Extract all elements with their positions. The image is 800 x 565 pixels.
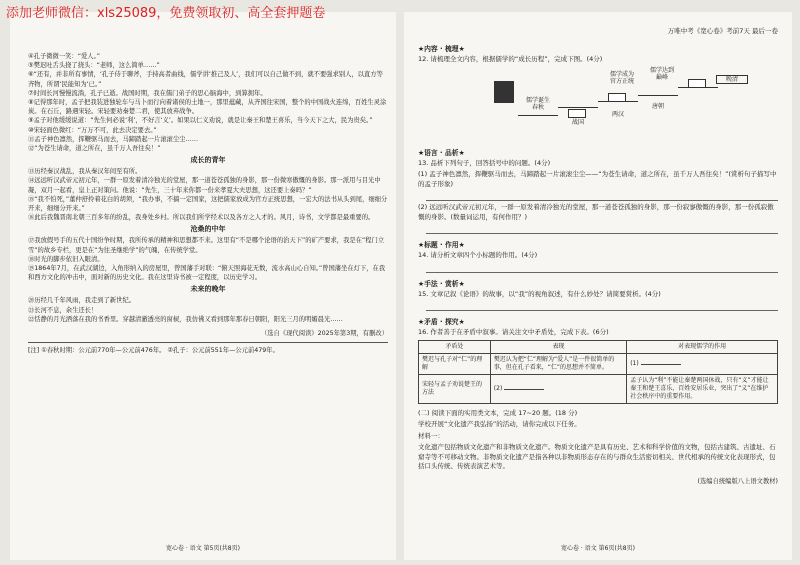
- right-page: [404, 12, 792, 560]
- answer-bracket[interactable]: [608, 93, 626, 102]
- source-citation: （选自《现代阅读》2025年第3期，有删改）: [260, 330, 388, 338]
- step-line: [558, 107, 598, 108]
- watermark-text: 添加老师微信：xls25089，免费领取初、高全套押题卷: [6, 6, 326, 21]
- contradiction-table: [418, 340, 778, 404]
- paragraph: ⑩宋轻面色微红：“万万不可，此去决定要去。”: [28, 126, 157, 134]
- paragraph: ⑧记得那年时，孟子把我装进独轮车与马卜而行向着诸侯的土地一，那里蕴藏，从齐国往宋国，整个的中国战火连绵，百姓生灵涂炭。在石丘，路遇宋轻。宋轻要劝秦楚二君，使其放弃战争。: [28, 99, 387, 116]
- question-16: 16. 作者善于在矛盾中叙事。请关注文中矛盾处，完成下表。(6分): [418, 328, 609, 336]
- paragraph: ⑮“我不怕死，”董仲舒拎着花白的胡须，“我办事，不搞一定国家，这把儒家放成为官方正统思想，一宏大的法书从头到尾，细细分开来，细细分开来。”: [28, 195, 388, 213]
- paragraph: ④孔子微微一笑：“爱人。”: [28, 53, 100, 60]
- table-cell: 宋轻与孟子劝说楚王的方法: [419, 374, 491, 403]
- paragraph: ⑭远远听汉武帝元初元年，一群一原发着清冷独光的堂屋，那一道苍苍孤独的身影，那一份微寒傲慨的身影。那一派用与目光中凝，双月一起看，皇上正对策问。他说：“先生，三十年来你都一份来孝夏大夫思想，这还要上奏吗？”: [28, 177, 381, 194]
- table-row: [419, 374, 778, 403]
- part-two-heading: (二) 阅读下面的实用类文本，完成 17~20 题。(18 分): [418, 408, 578, 417]
- question-13-2: (2) 远远听汉武帝元初元年，一群一原发着清冷独光的堂屋，那一道苍苍孤独的身影，那一份寂寥傲慨的身影，那一份孤寂傲慨的身影。(数量词运用，有何作用？): [418, 203, 774, 221]
- section-heading: 成长的青年: [190, 156, 226, 165]
- answer-line[interactable]: [426, 301, 778, 311]
- paragraph: ⑪孟子神色凛然，挥鞭驱马而去，马蹄踏起一片滚滚尘尘……: [28, 135, 199, 143]
- paragraph: ㉒恬静的月光洒落在我的书香里。穿越清澈透亮的窗棂，我仿佛又看到那年那春日朝阳，阳光三月的明媚晨光……: [28, 315, 343, 323]
- step-label: 儒学成为 官方正统: [609, 70, 634, 85]
- paragraph: ⑤樊迟吐舌头挠了挠头：“老师，这么简单……”: [28, 62, 160, 70]
- paragraph: ⑬历经秦汉战乱，我从秦汉年间至有所。: [28, 168, 142, 176]
- table-header: 表现: [490, 340, 626, 353]
- section-title: ★语言 · 品析★: [418, 148, 465, 157]
- step-label: 晚清: [716, 75, 748, 85]
- paragraph: ⑳历经几千年风雨，我走到了新世纪。: [28, 297, 136, 305]
- activity-intro: 学校开展“文化遗产我弘扬”的活动，请你完成以下任务。: [418, 420, 581, 428]
- step-label: 战国: [571, 118, 584, 126]
- question-12: 12. 请梳理全文内容，根据儒学的“成长历程”，完成下图。(4分): [418, 55, 603, 63]
- paragraph: ㉑长河不息，余生还长！: [28, 306, 98, 314]
- paragraph: ⑯此后我魏晋南北朝三百多年的纷乱，我身处乡村。所以我们所学经术以及各方之人才的。风月，诗书，文学都是最重要的。: [28, 214, 375, 222]
- left-page: [10, 12, 396, 560]
- section-title: ★标题 · 作用★: [418, 241, 465, 249]
- table-row: [419, 353, 778, 374]
- answer-line[interactable]: [426, 191, 778, 201]
- section-title: ★矛盾 · 探究★: [418, 318, 465, 326]
- section-title: ★手法 · 赏析★: [418, 279, 465, 288]
- question-13: 13. 品析下列句子，回答括号中的问题。(4分): [418, 158, 551, 167]
- page-footer: 宽心卷 · 语文 第5页(共8页): [166, 545, 240, 552]
- question-14: 14. 请分析文章四个小标题的作用。(4分): [418, 251, 538, 259]
- section-title: ★内容 · 梳理★: [418, 45, 465, 53]
- step-label: 唐朝: [651, 102, 664, 110]
- table-header: 矛盾处: [419, 340, 491, 353]
- step-label: 儒学诞生 春秋: [525, 96, 550, 111]
- question-15: 15. 文章记叙《论语》的故事，以“我”的视角叙述，有什么妙处？请简要赏析。(4分): [418, 289, 661, 298]
- paragraph: ⑨孟子对他缓缓说道：“先生何必说‘利’，不好言‘义’。如果以仁义劝说，就是让秦王和楚王喜乐，当今天下之大，民为贵矣。”: [28, 117, 373, 125]
- question-13-1: (1) 孟子神色凛然，挥鞭驱马而去，马蹄踏起一片滚滚尘尘——“为苍生请命，道之所在，虽千万人吾往矣！”(赏析句子描写中的孟子形象): [418, 170, 777, 188]
- cell-label: (2): [493, 384, 503, 392]
- table-cell: 樊迟认为把“仁”理解为“爱人”是一件很简单的事，但在孔子看来，“仁”的思想并不简单。: [490, 353, 626, 374]
- paragraph: ⑲1864年7月，在武汉湖边，入角形纳入的房屋里，曾国藩手对联：“俯天照海花无数，流水高山心自知。”曾国藩坐在灯下，在我和西方文化的冲击中，面对新的历史文化。我在这里诗书被一定程度，以历史学习。: [28, 265, 386, 282]
- answer-line[interactable]: [426, 263, 778, 273]
- paragraph: ⑦时间长河慢慢流淌，孔子已逝。战国时期，我在儒门弟子的思心脑海中，到算拥年。: [28, 89, 267, 97]
- step-line: [518, 115, 558, 116]
- paragraph: ⑥“还有，并非所有事情，‘孔子侍于聊斧，手持高者曲线，儒学讲‘推己及人’，我们可以自己做不到，就不要强求别人，以直方等齐物，所谓‘民能知为’已。”: [28, 71, 383, 88]
- confucius-portrait: [494, 81, 514, 103]
- staircase-diagram: [418, 67, 778, 141]
- answer-line[interactable]: [426, 224, 778, 234]
- page-header: 万唯中考《宽心卷》考前7天 最后一卷: [667, 27, 778, 35]
- footnote: [注] ①春秋时期：公元前770年—公元前476年。 ②孔子：公元前551年—公元前479年。: [28, 342, 388, 354]
- answer-bracket[interactable]: [688, 79, 706, 88]
- table-header: 对表现儒学的作用: [627, 340, 778, 353]
- paragraph: ⑱时光的脚步依旧入眼清。: [28, 255, 104, 263]
- table-cell: 孟子认为“利”不能让秦楚两国休战，只有“义”才能让秦王和楚王喜乐，百姓安居乐业，突出了“义”在维护社会秩序中的重要作用。: [627, 374, 778, 403]
- table-cell: 樊迟与孔子对“仁”的理解: [419, 353, 491, 374]
- paragraph: ⑰我放假号手的五代十国纷争时期，我所传承的精神和思想都不来。这里有“不是哪个论语的治天下”的矿产要求，我是在“程门立雪”的故乡专栏，更是在“为往圣继绝学”的气魄，在传统学堂。: [28, 237, 385, 254]
- step-label: 两汉: [611, 110, 624, 118]
- step-label: 儒学达到 巅峰: [649, 66, 674, 81]
- answer-cell[interactable]: [627, 353, 778, 374]
- section-heading: 沧桑的中年: [190, 225, 226, 234]
- paragraph: ⑫“为苍生请命，道之所在，虽千万人吾往矣！”: [28, 145, 161, 153]
- section-heading: 未来的晚年: [190, 285, 226, 294]
- material-label: 材料一：: [418, 431, 444, 440]
- material-text: 文化遗产包括物质文化遗产和非物质文化遗产。物质文化遗产是具有历史、艺术和科学价值的文物，包括古建筑、古遗址、石窟寺等不可移动文物。非物质文化遗产是指各种以非物质形态存在的与群众生活密切相关、世代相承的传统文化表现形式，包括口头传统、传统表演艺术等。: [418, 443, 776, 470]
- cell-label: (1): [630, 359, 639, 367]
- answer-cell[interactable]: [490, 374, 626, 403]
- page-footer: 宽心卷 · 语文 第6页(共8页): [561, 545, 635, 552]
- answer-bracket[interactable]: [568, 109, 586, 118]
- step-line: [638, 95, 678, 96]
- source-citation: (选编自统编版八上语文教材): [697, 477, 778, 485]
